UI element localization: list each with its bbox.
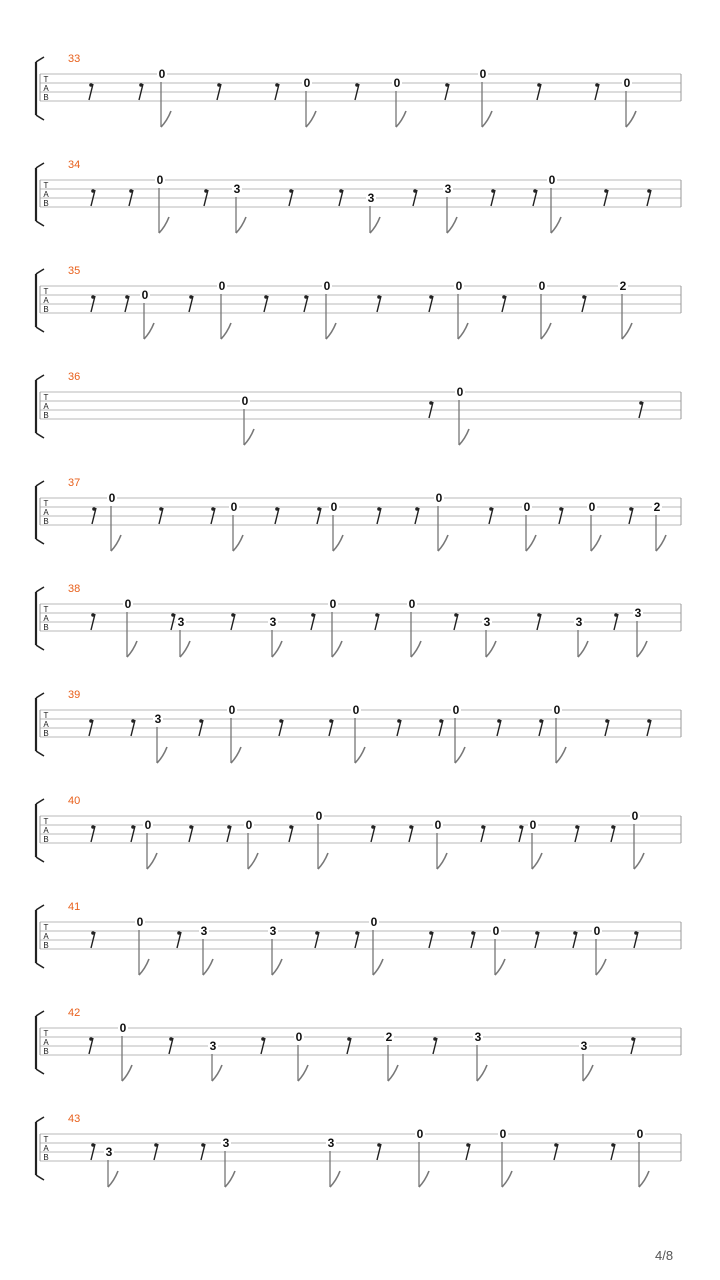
note-flag (526, 535, 536, 551)
tab-clef-letter: B (43, 1047, 49, 1056)
rest-dot (159, 507, 163, 511)
rest-dot (154, 1143, 158, 1147)
tab-clef-letter: A (43, 84, 49, 93)
note-flag (596, 959, 606, 975)
tab-clef-letter: B (43, 305, 49, 314)
tab-clef-letter: B (43, 93, 49, 102)
rest-dot (497, 719, 501, 723)
fret-number: 0 (529, 818, 537, 832)
rest-dot (204, 189, 208, 193)
tab-clef-letter: T (43, 499, 49, 508)
tab-clef-letter: T (43, 75, 49, 84)
note-flag (330, 1171, 340, 1187)
rest-dot (537, 83, 541, 87)
rest-dot (304, 295, 308, 299)
rest-dot (347, 1037, 351, 1041)
fret-number: 0 (245, 818, 253, 832)
rest-dot (329, 719, 333, 723)
note-flag (180, 641, 190, 657)
rest-dot (129, 189, 133, 193)
fret-number: 0 (330, 500, 338, 514)
fret-number: 3 (177, 615, 185, 629)
note-flag (111, 535, 121, 551)
rest-dot (139, 83, 143, 87)
fret-number: 3 (444, 182, 452, 196)
note-flag (244, 429, 254, 445)
note-flag (157, 747, 167, 763)
fret-number: 0 (295, 1030, 303, 1044)
measure-number: 42 (68, 1007, 81, 1019)
rest-dot (217, 83, 221, 87)
rest-dot (91, 825, 95, 829)
rest-dot (611, 1143, 615, 1147)
rest-dot (429, 401, 433, 405)
note-flag (556, 747, 566, 763)
rest-dot (289, 825, 293, 829)
fret-number: 0 (241, 394, 249, 408)
tab-clef-letter: A (43, 932, 49, 941)
fret-number: 0 (456, 385, 464, 399)
fret-number: 0 (492, 924, 500, 938)
note-flag (438, 535, 448, 551)
fret-number: 2 (619, 279, 627, 293)
fret-number: 3 (200, 924, 208, 938)
rest-dot (573, 931, 577, 935)
fret-number: 3 (327, 1136, 335, 1150)
note-flag (396, 111, 406, 127)
note-flag (419, 1171, 429, 1187)
rest-dot (377, 1143, 381, 1147)
tab-clef-letter: A (43, 1144, 49, 1153)
rest-dot (199, 719, 203, 723)
fret-number: 0 (370, 915, 378, 929)
rest-dot (311, 613, 315, 617)
fret-number: 3 (575, 615, 583, 629)
rest-dot (433, 1037, 437, 1041)
note-flag (272, 641, 282, 657)
rest-dot (429, 295, 433, 299)
tab-clef-letter: A (43, 190, 49, 199)
rest-dot (227, 825, 231, 829)
note-flag (203, 959, 213, 975)
rest-dot (559, 507, 563, 511)
tab-clef-letter: T (43, 393, 49, 402)
rest-dot (491, 189, 495, 193)
rest-dot (631, 1037, 635, 1041)
rest-dot (397, 719, 401, 723)
fret-number: 0 (452, 703, 460, 717)
rest-dot (279, 719, 283, 723)
note-flag (578, 641, 588, 657)
rest-dot (89, 1037, 93, 1041)
fret-number: 3 (483, 615, 491, 629)
tab-clef-letter: B (43, 1153, 49, 1162)
note-flag (147, 853, 157, 869)
rest-dot (201, 1143, 205, 1147)
rest-dot (92, 507, 96, 511)
fret-number: 0 (416, 1127, 424, 1141)
rest-dot (371, 825, 375, 829)
rest-dot (611, 825, 615, 829)
rest-dot (275, 83, 279, 87)
fret-number: 0 (435, 491, 443, 505)
fret-number: 0 (124, 597, 132, 611)
note-flag (626, 111, 636, 127)
rest-dot (554, 1143, 558, 1147)
rest-dot (355, 931, 359, 935)
note-flag (248, 853, 258, 869)
rest-dot (339, 189, 343, 193)
rest-dot (189, 295, 193, 299)
tab-clef-letter: A (43, 296, 49, 305)
tab-clef-letter: B (43, 729, 49, 738)
note-flag (318, 853, 328, 869)
rest-dot (89, 83, 93, 87)
rest-dot (519, 825, 523, 829)
fret-number: 0 (623, 76, 631, 90)
fret-number: 0 (455, 279, 463, 293)
measure-number: 37 (68, 477, 81, 489)
fret-number: 0 (538, 279, 546, 293)
measure-number: 43 (68, 1113, 81, 1125)
tab-clef-letter: B (43, 199, 49, 208)
tab-clef-letter: A (43, 614, 49, 623)
note-flag (637, 641, 647, 657)
fret-number: 3 (634, 606, 642, 620)
rest-dot (211, 507, 215, 511)
note-flag (370, 217, 380, 233)
fret-number: 2 (385, 1030, 393, 1044)
fret-number: 0 (352, 703, 360, 717)
rest-dot (466, 1143, 470, 1147)
measure-number: 35 (68, 265, 81, 277)
note-flag (233, 535, 243, 551)
note-flag (486, 641, 496, 657)
note-flag (455, 747, 465, 763)
rest-dot (91, 295, 95, 299)
rest-dot (539, 719, 543, 723)
note-flag (139, 959, 149, 975)
note-flag (306, 111, 316, 127)
fret-number: 3 (367, 191, 375, 205)
measure-number: 41 (68, 901, 81, 913)
rest-dot (261, 1037, 265, 1041)
rest-dot (604, 189, 608, 193)
fret-number: 0 (499, 1127, 507, 1141)
note-flag (458, 323, 468, 339)
fret-number: 0 (230, 500, 238, 514)
note-flag (411, 641, 421, 657)
tab-clef-letter: A (43, 826, 49, 835)
fret-number: 0 (158, 67, 166, 81)
fret-number: 0 (119, 1021, 127, 1035)
rest-dot (471, 931, 475, 935)
rest-dot (91, 613, 95, 617)
rest-dot (131, 719, 135, 723)
note-flag (373, 959, 383, 975)
note-flag (482, 111, 492, 127)
rest-dot (629, 507, 633, 511)
note-flag (437, 853, 447, 869)
rest-dot (375, 613, 379, 617)
note-flag (225, 1171, 235, 1187)
note-flag (221, 323, 231, 339)
fret-number: 0 (593, 924, 601, 938)
note-flag (161, 111, 171, 127)
note-flag (477, 1065, 487, 1081)
fret-number: 3 (105, 1145, 113, 1159)
fret-number: 2 (653, 500, 661, 514)
rest-dot (125, 295, 129, 299)
rest-dot (481, 825, 485, 829)
rest-dot (535, 931, 539, 935)
rest-dot (189, 825, 193, 829)
fret-number: 3 (269, 924, 277, 938)
note-flag (502, 1171, 512, 1187)
fret-number: 3 (474, 1030, 482, 1044)
fret-number: 0 (553, 703, 561, 717)
tab-clef-letter: T (43, 287, 49, 296)
note-flag (326, 323, 336, 339)
fret-number: 0 (228, 703, 236, 717)
fret-number: 3 (233, 182, 241, 196)
tab-clef-letter: B (43, 623, 49, 632)
note-flag (355, 747, 365, 763)
page-number: 4/8 (655, 1248, 674, 1263)
note-flag (388, 1065, 398, 1081)
fret-number: 3 (580, 1039, 588, 1053)
note-flag (622, 323, 632, 339)
rest-dot (595, 83, 599, 87)
fret-number: 0 (141, 288, 149, 302)
rest-dot (647, 189, 651, 193)
rest-dot (614, 613, 618, 617)
measure-number: 38 (68, 583, 81, 595)
rest-dot (605, 719, 609, 723)
rest-dot (177, 931, 181, 935)
fret-number: 0 (323, 279, 331, 293)
fret-number: 0 (434, 818, 442, 832)
tab-clef-letter: A (43, 720, 49, 729)
tab-clef-letter: B (43, 411, 49, 420)
tab-clef-letter: T (43, 817, 49, 826)
note-flag (272, 959, 282, 975)
fret-number: 0 (631, 809, 639, 823)
rest-dot (575, 825, 579, 829)
measure-number: 33 (68, 53, 81, 65)
rest-dot (231, 613, 235, 617)
note-flag (459, 429, 469, 445)
rest-dot (647, 719, 651, 723)
note-flag (298, 1065, 308, 1081)
tab-clef-letter: A (43, 1038, 49, 1047)
note-flag (532, 853, 542, 869)
rest-dot (317, 507, 321, 511)
rest-dot (502, 295, 506, 299)
rest-dot (489, 507, 493, 511)
note-flag (108, 1171, 118, 1187)
fret-number: 3 (209, 1039, 217, 1053)
rest-dot (131, 825, 135, 829)
note-flag (551, 217, 561, 233)
rest-dot (537, 613, 541, 617)
tab-clef-letter: T (43, 923, 49, 932)
rest-dot (582, 295, 586, 299)
note-flag (634, 853, 644, 869)
measure-number: 40 (68, 795, 81, 807)
note-flag (231, 747, 241, 763)
fret-number: 0 (218, 279, 226, 293)
rest-dot (429, 931, 433, 935)
tab-clef-letter: B (43, 941, 49, 950)
note-flag (495, 959, 505, 975)
rest-dot (289, 189, 293, 193)
fret-number: 3 (269, 615, 277, 629)
note-flag (127, 641, 137, 657)
tab-clef-letter: T (43, 605, 49, 614)
tab-clef-letter: B (43, 517, 49, 526)
tab-clef-letter: T (43, 1135, 49, 1144)
note-flag (332, 641, 342, 657)
note-flag (122, 1065, 132, 1081)
note-flag (591, 535, 601, 551)
rest-dot (454, 613, 458, 617)
note-flag (333, 535, 343, 551)
fret-number: 0 (303, 76, 311, 90)
fret-number: 0 (136, 915, 144, 929)
rest-dot (639, 401, 643, 405)
note-flag (583, 1065, 593, 1081)
rest-dot (377, 507, 381, 511)
rest-dot (275, 507, 279, 511)
rest-dot (634, 931, 638, 935)
rest-dot (377, 295, 381, 299)
measure-number: 34 (68, 159, 81, 171)
fret-number: 0 (144, 818, 152, 832)
fret-number: 0 (393, 76, 401, 90)
rest-dot (169, 1037, 173, 1041)
rest-dot (91, 189, 95, 193)
fret-number: 0 (636, 1127, 644, 1141)
tab-clef-letter: A (43, 508, 49, 517)
rest-dot (533, 189, 537, 193)
tab-clef-letter: T (43, 1029, 49, 1038)
fret-number: 0 (548, 173, 556, 187)
rest-dot (171, 613, 175, 617)
rest-dot (355, 83, 359, 87)
rest-dot (409, 825, 413, 829)
tab-clef-letter: A (43, 402, 49, 411)
note-flag (212, 1065, 222, 1081)
tab-clef-letter: T (43, 711, 49, 720)
rest-dot (264, 295, 268, 299)
fret-number: 0 (408, 597, 416, 611)
tab-clef-letter: T (43, 181, 49, 190)
rest-dot (91, 931, 95, 935)
note-flag (639, 1171, 649, 1187)
fret-number: 0 (108, 491, 116, 505)
fret-number: 0 (156, 173, 164, 187)
measure-number: 36 (68, 371, 81, 383)
fret-number: 0 (588, 500, 596, 514)
rest-dot (315, 931, 319, 935)
note-flag (541, 323, 551, 339)
note-flag (159, 217, 169, 233)
rest-dot (439, 719, 443, 723)
fret-number: 0 (479, 67, 487, 81)
fret-number: 0 (523, 500, 531, 514)
rest-dot (413, 189, 417, 193)
rest-dot (89, 719, 93, 723)
note-flag (447, 217, 457, 233)
note-flag (656, 535, 666, 551)
rest-dot (445, 83, 449, 87)
rest-dot (91, 1143, 95, 1147)
fret-number: 3 (154, 712, 162, 726)
tab-clef-letter: B (43, 835, 49, 844)
fret-number: 3 (222, 1136, 230, 1150)
measure-number: 39 (68, 689, 81, 701)
rest-dot (415, 507, 419, 511)
note-flag (236, 217, 246, 233)
fret-number: 0 (315, 809, 323, 823)
note-flag (144, 323, 154, 339)
fret-number: 0 (329, 597, 337, 611)
